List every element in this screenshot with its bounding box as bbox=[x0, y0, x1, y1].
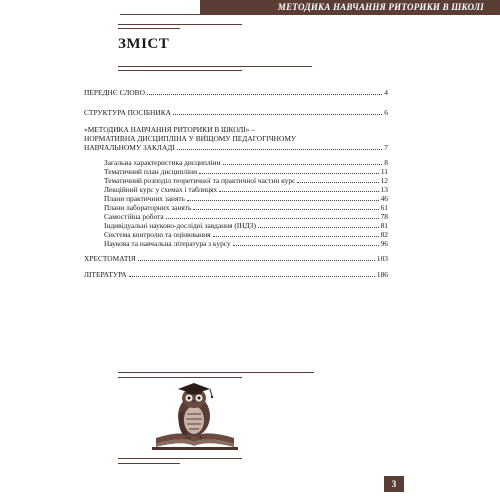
toc-label: ЛІТЕРАТУРА bbox=[84, 270, 127, 279]
running-header: МЕТОДИКА НАВЧАННЯ РИТОРИКИ В ШКОЛІ bbox=[200, 0, 500, 14]
toc-label: Тематичний розподіл теоретичної та практичної частин курс bbox=[104, 176, 296, 185]
toc-label: ПЕРЕДНЄ СЛОВО bbox=[84, 88, 145, 97]
toc-page-number: 4 bbox=[384, 88, 388, 97]
toc-label: СТРУКТУРА ПОСІБНИКА bbox=[84, 108, 171, 117]
toc-leader bbox=[258, 227, 379, 228]
page-number-badge: 3 bbox=[384, 476, 404, 492]
toc-leader bbox=[173, 114, 382, 115]
toc-page-number: 8 bbox=[384, 158, 388, 167]
toc-leader bbox=[297, 182, 378, 183]
illustration-rule-4 bbox=[118, 463, 180, 464]
toc-label: ХРЕСТОМАТІЯ bbox=[84, 254, 136, 263]
toc-subentry[interactable] bbox=[104, 176, 388, 185]
toc-label: Індивідуальні науково-дослідні завдання (ІНДЗ) bbox=[104, 221, 256, 230]
toc-subentry[interactable] bbox=[104, 230, 388, 239]
toc-leader bbox=[147, 94, 382, 95]
toc-label: Загальна характеристика дисципліни bbox=[104, 158, 221, 167]
toc-entry-section[interactable] bbox=[84, 125, 388, 152]
toc-entry-foreword[interactable] bbox=[84, 88, 388, 97]
page-title: ЗМІСТ bbox=[118, 36, 170, 52]
toc-subentry[interactable] bbox=[104, 185, 388, 194]
title-rule-bottom-2 bbox=[118, 70, 242, 71]
toc-entry-reader[interactable] bbox=[84, 254, 388, 263]
toc-page-number: 186 bbox=[376, 270, 388, 279]
toc-leader bbox=[166, 218, 379, 219]
toc-label: Плани лабораторних занять bbox=[104, 203, 192, 212]
toc-page-number: 81 bbox=[380, 221, 388, 230]
header-rule bbox=[120, 14, 500, 15]
toc-section-line-1: «МЕТОДИКА НАВЧАННЯ РИТОРИКИ В ШКОЛІ» – bbox=[84, 125, 255, 134]
toc-page-number: 61 bbox=[380, 203, 388, 212]
toc-label: Самостійна робота bbox=[104, 212, 164, 221]
toc-leader bbox=[193, 209, 378, 210]
toc-subentry[interactable] bbox=[104, 167, 388, 176]
toc-page-number: 7 bbox=[384, 143, 388, 152]
title-rule-top bbox=[118, 24, 242, 25]
toc-page-number: 46 bbox=[380, 194, 388, 203]
toc-leader bbox=[213, 236, 379, 237]
toc-page-number: 6 bbox=[384, 108, 388, 117]
toc-label: Система контролю та оцінювання bbox=[104, 230, 211, 239]
toc-page-number: 103 bbox=[376, 254, 388, 263]
toc-leader bbox=[223, 164, 383, 165]
toc-page-number: 11 bbox=[380, 167, 388, 176]
toc-page-number: 13 bbox=[380, 185, 388, 194]
title-rule-top-2 bbox=[118, 28, 180, 29]
toc-leader bbox=[187, 200, 379, 201]
owl-on-book-illustration bbox=[142, 378, 246, 452]
toc-section-line-2: НОРМАТИВНА ДИСЦИПЛІНА У ВИЩОМУ ПЕДАГОГІЧНОМУ bbox=[84, 134, 297, 143]
toc-leader bbox=[219, 191, 378, 192]
toc-leader bbox=[138, 260, 375, 261]
toc-subentry[interactable] bbox=[104, 158, 388, 167]
toc-label: Наукова та навчальна література з курсу bbox=[104, 239, 231, 248]
toc-subentry[interactable] bbox=[104, 203, 388, 212]
toc-label: Плани практичних занять bbox=[104, 194, 185, 203]
toc-leader bbox=[177, 149, 383, 150]
illustration-rule-3 bbox=[118, 458, 242, 459]
toc-page-number: 96 bbox=[380, 239, 388, 248]
toc-subentry[interactable] bbox=[104, 221, 388, 230]
toc-leader bbox=[199, 173, 379, 174]
title-rule-bottom bbox=[118, 66, 312, 67]
illustration-rule-1 bbox=[118, 372, 314, 373]
toc-page-number: 78 bbox=[380, 212, 388, 221]
toc-label: Лекційний курс у схемах і таблицях bbox=[104, 185, 218, 194]
toc-subentry[interactable] bbox=[104, 239, 388, 248]
toc-section-line-3: НАВЧАЛЬНОМУ ЗАКЛАДІ bbox=[84, 143, 175, 152]
toc-page-number: 82 bbox=[380, 230, 388, 239]
toc-subentry[interactable] bbox=[104, 212, 388, 221]
toc-entry-literature[interactable] bbox=[84, 270, 388, 279]
toc-page-number: 12 bbox=[380, 176, 388, 185]
toc-entry-structure[interactable] bbox=[84, 108, 388, 117]
toc-subentry[interactable] bbox=[104, 194, 388, 203]
toc-leader bbox=[233, 245, 379, 246]
toc-label: Тематичний план дисципліни bbox=[104, 167, 198, 176]
toc-leader bbox=[129, 276, 375, 277]
